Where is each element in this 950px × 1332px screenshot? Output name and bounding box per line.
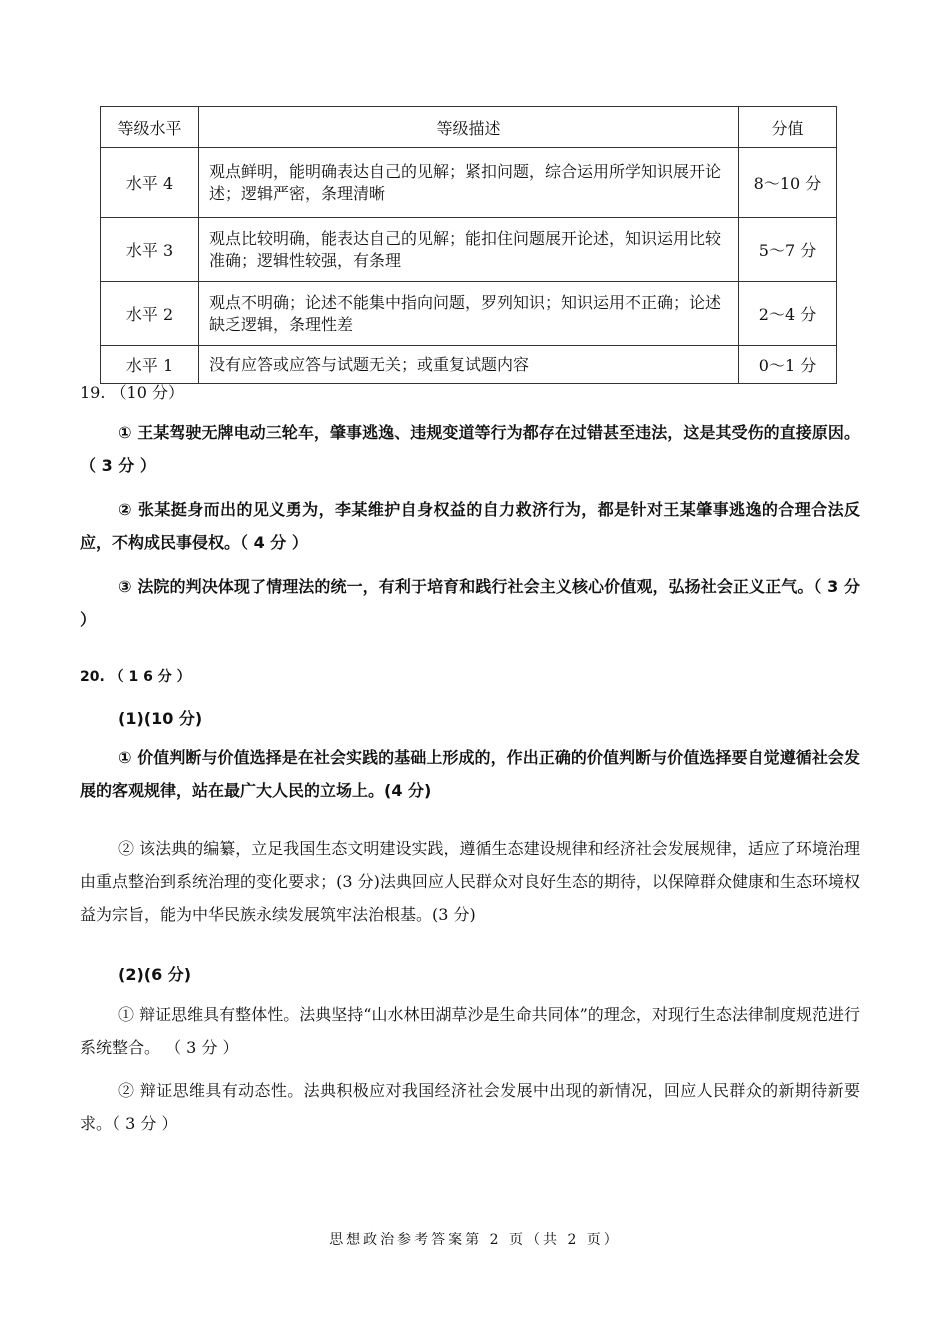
header-score: 分值 [739,107,837,148]
description-cell: 没有应答或应答与试题无关；或重复试题内容 [199,346,739,384]
table-header-row [101,107,837,148]
q20-part2-point-1: ① 辩证思维具有整体性。法典坚持“山水林田湖草沙是生命共同体”的理念，对现行生态法律制度规范进行系统整合。 （ 3 分 ） [80,1005,860,1057]
page-footer: 思想政治参考答案第 2 页（共 2 页） [329,1232,621,1248]
table-row [101,218,837,282]
description-cell: 观点不明确；论述不能集中指向问题，罗列知识；知识运用不正确；论述缺乏逻辑，条理性差 [199,282,739,346]
score-cell: 2～4 分 [739,282,837,346]
score-cell: 0～1 分 [739,346,837,384]
description-cell: 观点比较明确，能表达自己的见解；能扣住问题展开论述，知识运用比较准确；逻辑性较强，有条理 [199,218,739,282]
q19-point-2: ② 张某挺身而出的见义勇为，李某维护自身权益的自力救济行为，都是针对王某肇事逃逸的合理合法反应，不构成民事侵权。（ 4 分 ） [80,500,860,552]
question-19-heading: 19. （10 分） [80,383,184,402]
q19-point-3: ③ 法院的判决体现了情理法的统一，有利于培育和践行社会主义核心价值观，弘扬社会正义正气。（ 3 分 ） [80,577,860,629]
score-cell: 8～10 分 [739,148,837,218]
q20-part1-point-2: ② 该法典的编纂，立足我国生态文明建设实践，遵循生态建设规律和经济社会发展规律，适应了环境治理由重点整治到系统治理的变化要求；(3 分)法典回应人民群众对良好生态的期待，以保障群众健康和生态环境权益为宗旨，能为中华民族永续发展筑牢法治根基。(3 分) [80,839,860,924]
question-20-heading: 20. （ 1 6 分 ） [80,669,191,685]
q20-part2-label: (2)(6 分) [118,965,192,984]
q20-part2-point-2: ② 辩证思维具有动态性。法典积极应对我国经济社会发展中出现的新情况，回应人民群众的新期待新要求。（ 3 分 ） [80,1081,860,1133]
table-row [101,282,837,346]
q20-part1-point-1: ① 价值判断与价值选择是在社会实践的基础上形成的，作出正确的价值判断与价值选择要自觉遵循社会发展的客观规律，站在最广大人民的立场上。(4 分) [80,748,860,800]
header-description: 等级描述 [199,107,739,148]
description-cell: 观点鲜明，能明确表达自己的见解；紧扣问题，综合运用所学知识展开论述；逻辑严密，条理清晰 [199,148,739,218]
table-row [101,148,837,218]
level-cell: 水平 2 [101,282,199,346]
q19-point-1: ① 王某驾驶无牌电动三轮车，肇事逃逸、违规变道等行为都存在过错甚至违法，这是其受伤的直接原因。（ 3 分 ） [80,423,860,475]
q20-part1-label: (1)(10 分) [118,709,203,728]
grading-rubric-table [100,106,837,384]
level-cell: 水平 1 [101,346,199,384]
level-cell: 水平 4 [101,148,199,218]
level-cell: 水平 3 [101,218,199,282]
score-cell: 5～7 分 [739,218,837,282]
header-level: 等级水平 [101,107,199,148]
